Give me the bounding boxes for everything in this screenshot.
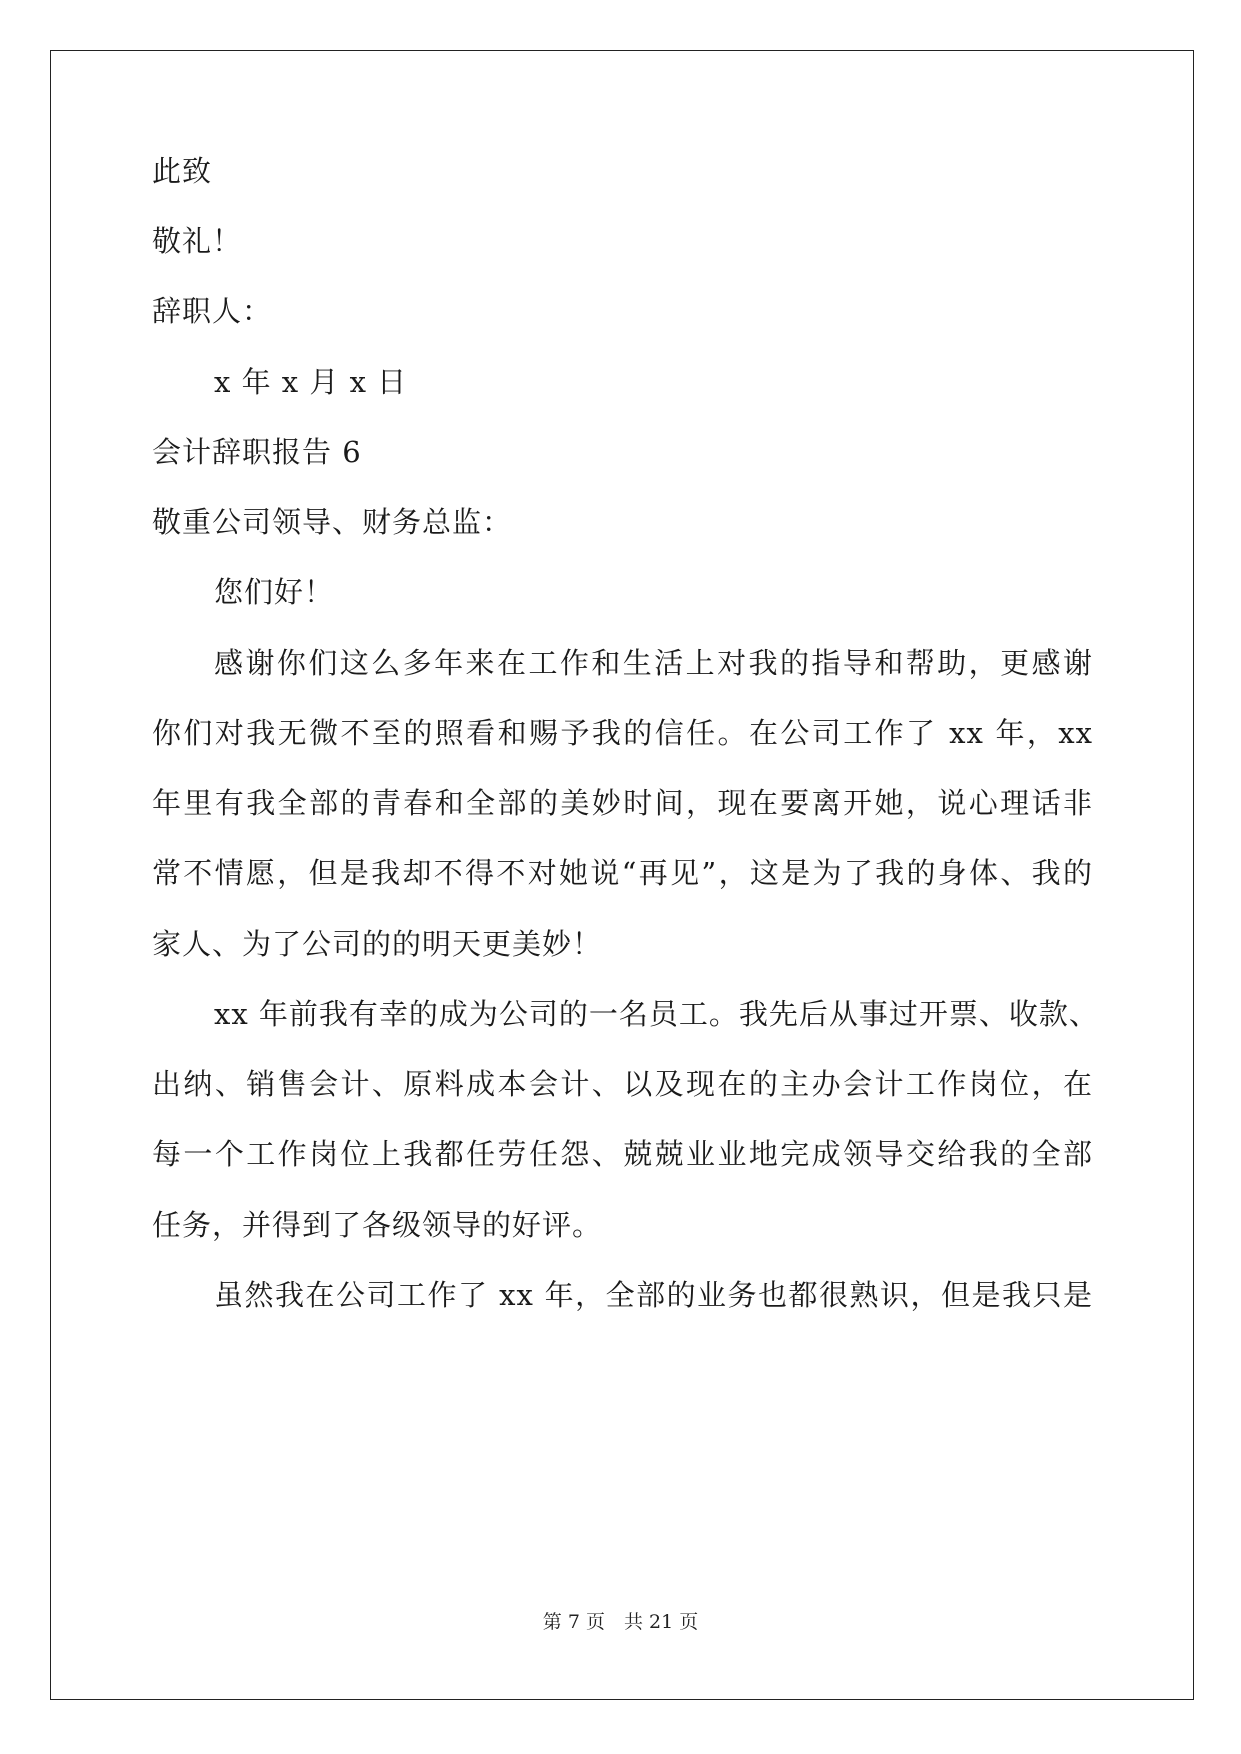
resigner-label: 辞职人： — [152, 294, 273, 328]
body-line-6: xx 年前我有幸的成为公司的一名员工。我先后从事过开票、收款、 — [214, 997, 1099, 1031]
closing-line-2: 敬礼！ — [152, 224, 243, 258]
body-line-5: 家人、为了公司的的明天更美妙！ — [152, 927, 603, 961]
body-line-1: 感谢你们这么多年来在工作和生活上对我的指导和帮助，更感谢 — [214, 646, 1093, 680]
body-line-8: 每一个工作岗位上我都任劳任怨、兢兢业业地完成领导交给我的全部 — [152, 1137, 1093, 1171]
date-line: x 年 x 月 x 日 — [214, 365, 408, 399]
body-line-7: 出纳、销售会计、原料成本会计、以及现在的主办会计工作岗位，在 — [152, 1067, 1093, 1101]
body-line-3: 年里有我全部的青春和全部的美妙时间，现在要离开她，说心理话非 — [152, 786, 1093, 820]
report-title: 会计辞职报告 6 — [152, 435, 362, 469]
body-line-4: 常不情愿，但是我却不得不对她说“再见”，这是为了我的身体、我的 — [152, 856, 1093, 890]
closing-line-1: 此致 — [152, 154, 213, 188]
body-line-10: 虽然我在公司工作了 xx 年，全部的业务也都很熟识，但是我只是 — [214, 1278, 1093, 1312]
body-line-9: 任务，并得到了各级领导的好评。 — [152, 1208, 603, 1242]
salutation: 敬重公司领导、财务总监： — [152, 505, 513, 539]
body-line-2: 你们对我无微不至的照看和赐予我的信任。在公司工作了 xx 年，xx — [152, 716, 1093, 750]
greeting: 您们好！ — [214, 575, 335, 609]
page-number: 第 7 页 共 21 页 — [542, 1611, 699, 1633]
